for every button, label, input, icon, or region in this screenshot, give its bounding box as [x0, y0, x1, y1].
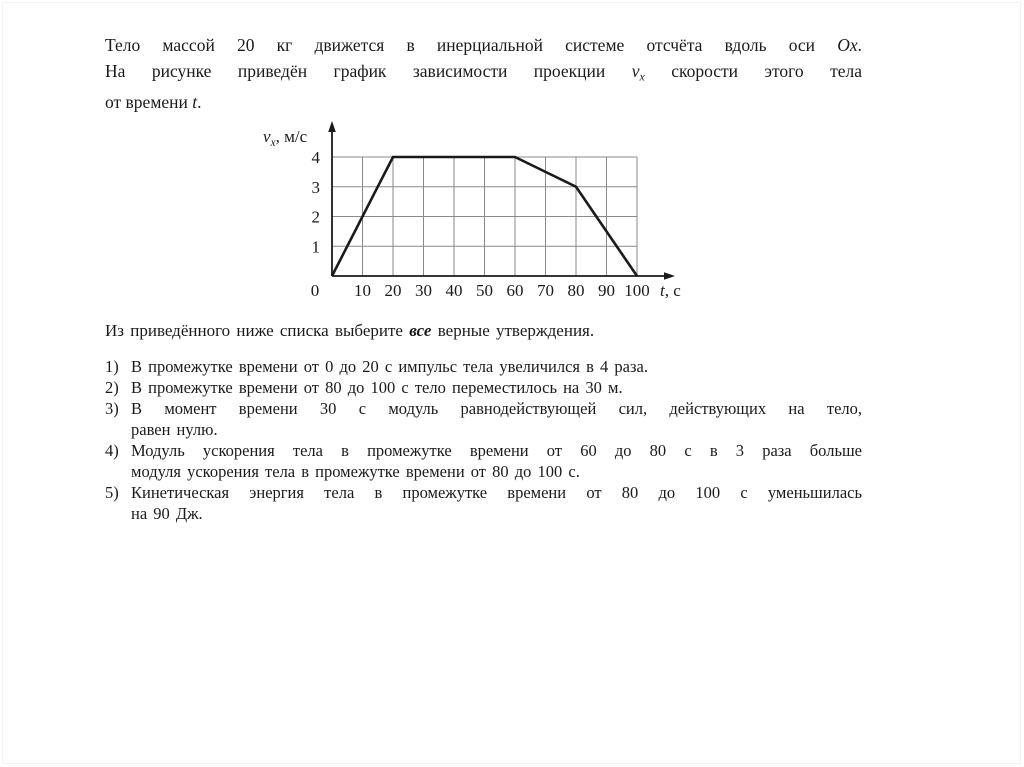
text-segment: .	[197, 92, 202, 113]
y-axis-arrow	[328, 121, 336, 132]
text-segment-bi: все	[409, 321, 432, 340]
option-text-line: В момент времени 30 с модуль равнодействующей сил, действующих на тело,	[131, 399, 862, 418]
text-segment: скорости этого тела	[644, 61, 862, 81]
y-axis-label	[263, 127, 308, 149]
option-text	[131, 482, 862, 524]
statement-line	[105, 58, 862, 89]
option-number: 3)	[105, 399, 119, 418]
option-text	[131, 377, 862, 398]
x-tick-label: 20	[384, 281, 402, 300]
option-text	[131, 440, 862, 482]
y-axis-label-var: v	[263, 127, 271, 146]
x-tick-label: 60	[506, 281, 524, 300]
option-number: 4)	[105, 441, 119, 460]
tick-labels	[311, 148, 650, 300]
options-list	[105, 356, 862, 524]
text-segment-var: v	[631, 61, 640, 81]
text-segment-var: t	[192, 92, 198, 113]
statement-line	[105, 32, 862, 58]
x-axis-label	[660, 281, 681, 300]
option-text-line: В промежутке времени от 0 до 20 с импульс тела увеличился в 4 раза.	[131, 357, 648, 376]
x-tick-label: 70	[537, 281, 554, 300]
text-segment: Из приведённого ниже списка выберите	[105, 321, 410, 340]
option-text-line: Модуль ускорения тела в промежутке времени от 60 до 80 с в 3 раза больше	[131, 441, 862, 460]
option-text	[131, 356, 862, 377]
option-item	[105, 440, 862, 482]
x-axis-arrow	[664, 272, 675, 280]
y-axis-label-sub: x	[270, 137, 276, 149]
text-segment-sub: x	[639, 69, 645, 84]
x-axis-label-unit: , с	[664, 281, 681, 300]
x-tick-label: 0	[310, 281, 320, 300]
option-item	[105, 377, 862, 398]
option-text-line: на 90 Дж.	[131, 504, 203, 523]
y-tick-label: 2	[311, 207, 320, 227]
x-tick-label: 90	[598, 281, 615, 300]
y-tick-label: 3	[311, 177, 320, 197]
option-item	[105, 482, 862, 524]
text-segment: от времени	[105, 92, 193, 113]
x-tick-label: 80	[567, 281, 585, 300]
axes	[332, 131, 666, 276]
option-item	[105, 356, 862, 377]
x-tick-label: 30	[415, 281, 432, 300]
grid-lines	[332, 157, 637, 276]
text-segment: верные утверждения.	[431, 321, 595, 340]
option-text	[131, 398, 862, 440]
text-segment: Тело массой 20 кг движется в инерциальной системе отсчёта вдоль оси	[105, 35, 838, 55]
option-text-line: В промежутке времени от 80 до 100 с тело переместилось на 30 м.	[131, 378, 623, 397]
option-number: 2)	[105, 378, 119, 397]
option-number: 1)	[105, 357, 119, 376]
x-tick-label: 50	[476, 281, 493, 300]
y-tick-label: 4	[311, 148, 320, 167]
option-text-line: Кинетическая энергия тела в промежутке времени от 80 до 100 с уменьшилась	[131, 483, 862, 502]
text-segment: .	[857, 35, 862, 55]
option-number: 5)	[105, 483, 119, 502]
option-text-line: равен нулю.	[131, 420, 218, 439]
instruction-line	[105, 320, 862, 342]
x-tick-label: 100	[624, 281, 650, 300]
text-segment-var: Ox	[837, 35, 858, 55]
y-tick-label: 1	[311, 237, 320, 257]
option-item	[105, 398, 862, 440]
chart-canvas	[250, 115, 700, 310]
text-segment: На рисунке приведён график зависимости проекции	[105, 61, 632, 81]
option-text-line: модуля ускорения тела в промежутке времени от 80 до 100 с.	[131, 462, 580, 481]
velocity-time-graph	[250, 115, 700, 310]
x-axis-label-var: t	[660, 281, 665, 300]
x-tick-label: 10	[354, 281, 371, 300]
y-axis-label-unit: , м/с	[275, 127, 308, 146]
problem-statement	[105, 32, 862, 115]
x-tick-label: 40	[445, 281, 463, 300]
statement-line	[105, 89, 862, 115]
